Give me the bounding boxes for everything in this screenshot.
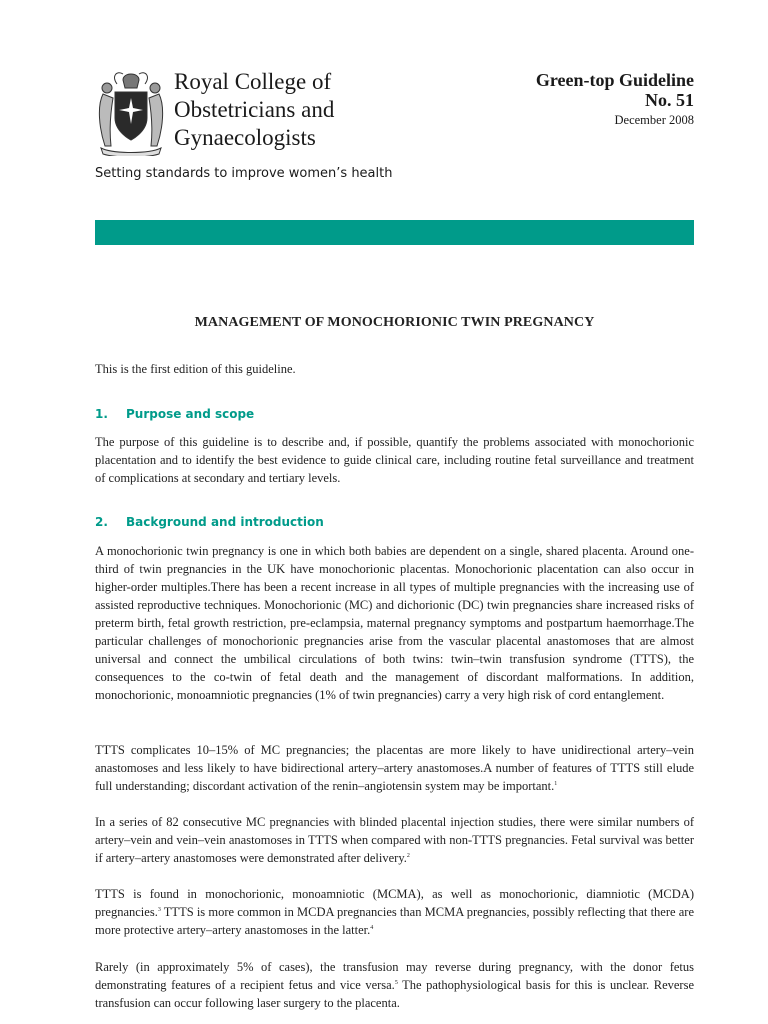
section-title: Purpose and scope [126,407,255,421]
paragraph [95,741,694,795]
paragraph-text: TTTS is found in monochorionic, monoamniotic (MCMA), as well as monochorionic, diamniotic (MCDA) pregnancies. [95,887,694,919]
section-heading-background [95,515,324,529]
paragraph-text: Rarely (in approximately 5% of cases), the transfusion may reverse during pregnancy, with the donor fetus demonstrating features of a recipient fetus and vice versa. [95,960,694,992]
section-number: 1. [95,407,108,421]
organization-name [174,68,394,152]
college-crest-logo [93,66,169,156]
paragraph [95,885,694,939]
section-heading-purpose [95,407,254,421]
org-name-line-1: Royal College of [174,69,332,94]
paragraph: A monochorionic twin pregnancy is one in which both babies are dependent on a single, shared placenta. Around one-third of twin pregnancies in the UK have monochorionic placentas. Monochorionic placentation can also occur in higher-order multiples.There has been a recent increase in all types of multiple pregnancies with the increasing use of assisted reproductive techniques. Monochorionic (MC) and dichorionic (DC) twin pregnancies share increased risks of preterm birth, fetal growth restriction, pre-eclampsia, maternal pregnancy symptoms and postpartum haemorrhage.The particular challenges of monochorionic pregnancies arise from the vascular placental anastomoses that are almost universal and connect the umbilical circulations of both twins: twin–twin transfusion syndrome (TTTS), the consequences to the co-twin of fetal death and the management of discordant malformations. In addition, monochorionic, monoamniotic pregnancies (1% of twin pregnancies) carry a very high risk of cord entanglement. [95,544,694,702]
tagline: Setting standards to improve women’s health [95,166,393,181]
accent-banner [95,220,694,245]
reference-marker: 1 [554,780,558,787]
paragraph-text: TTTS complicates 10–15% of MC pregnancies; the placentas are more likely to have unidirectional artery–vein anastomoses and less likely to have bidirectional artery–artery anastomoses.A number of features of TTTS still elude full understanding; discordant activation of the renin–angiotensin system may be important. [95,743,694,793]
paragraph [95,813,694,867]
document-title: MANAGEMENT OF MONOCHORIONIC TWIN PREGNANCY [194,315,595,330]
guideline-number: No. 51 [645,90,694,110]
org-name-line-2: Obstetricians and [174,97,335,122]
paragraph-text: In a series of 82 consecutive MC pregnancies with blinded placental injection studies, there were similar numbers of artery–vein and vein–vein anastomoses in TTTS when compared with non-TTTS pregnancies. Fetal survival was better if artery–artery anastomoses were demonstrated after delivery. [95,815,694,865]
guideline-info [536,70,694,129]
guideline-label: Green-top Guideline [535,70,694,90]
paragraph [95,958,694,1012]
reference-marker: 2 [406,852,410,859]
paragraph-text: TTTS is more common in MCDA pregnancies than MCMA pregnancies, possibly reflecting that there are more protective artery–artery anastomoses in the latter. [95,905,694,937]
reference-marker: 4 [370,924,374,931]
org-name-line-3: Gynaecologists [174,125,316,150]
reference-marker: 5 [394,979,398,986]
guideline-date: December 2008 [614,113,694,127]
section-number: 2. [95,515,108,529]
paragraph-text: The pathophysiological basis for this is unclear. Reverse transfusion can occur following laser surgery to the placenta. [95,978,694,1010]
paragraph: The purpose of this guideline is to describe and, if possible, quantify the problems associated with monochorionic placentation and to identify the best evidence to guide clinical care, including routine fetal surveillance and treatment of complications at secondary and tertiary levels. [95,435,694,485]
edition-note: This is the first edition of this guideline. [95,362,296,376]
section-title: Background and introduction [126,515,324,529]
reference-marker: 3 [157,906,161,913]
